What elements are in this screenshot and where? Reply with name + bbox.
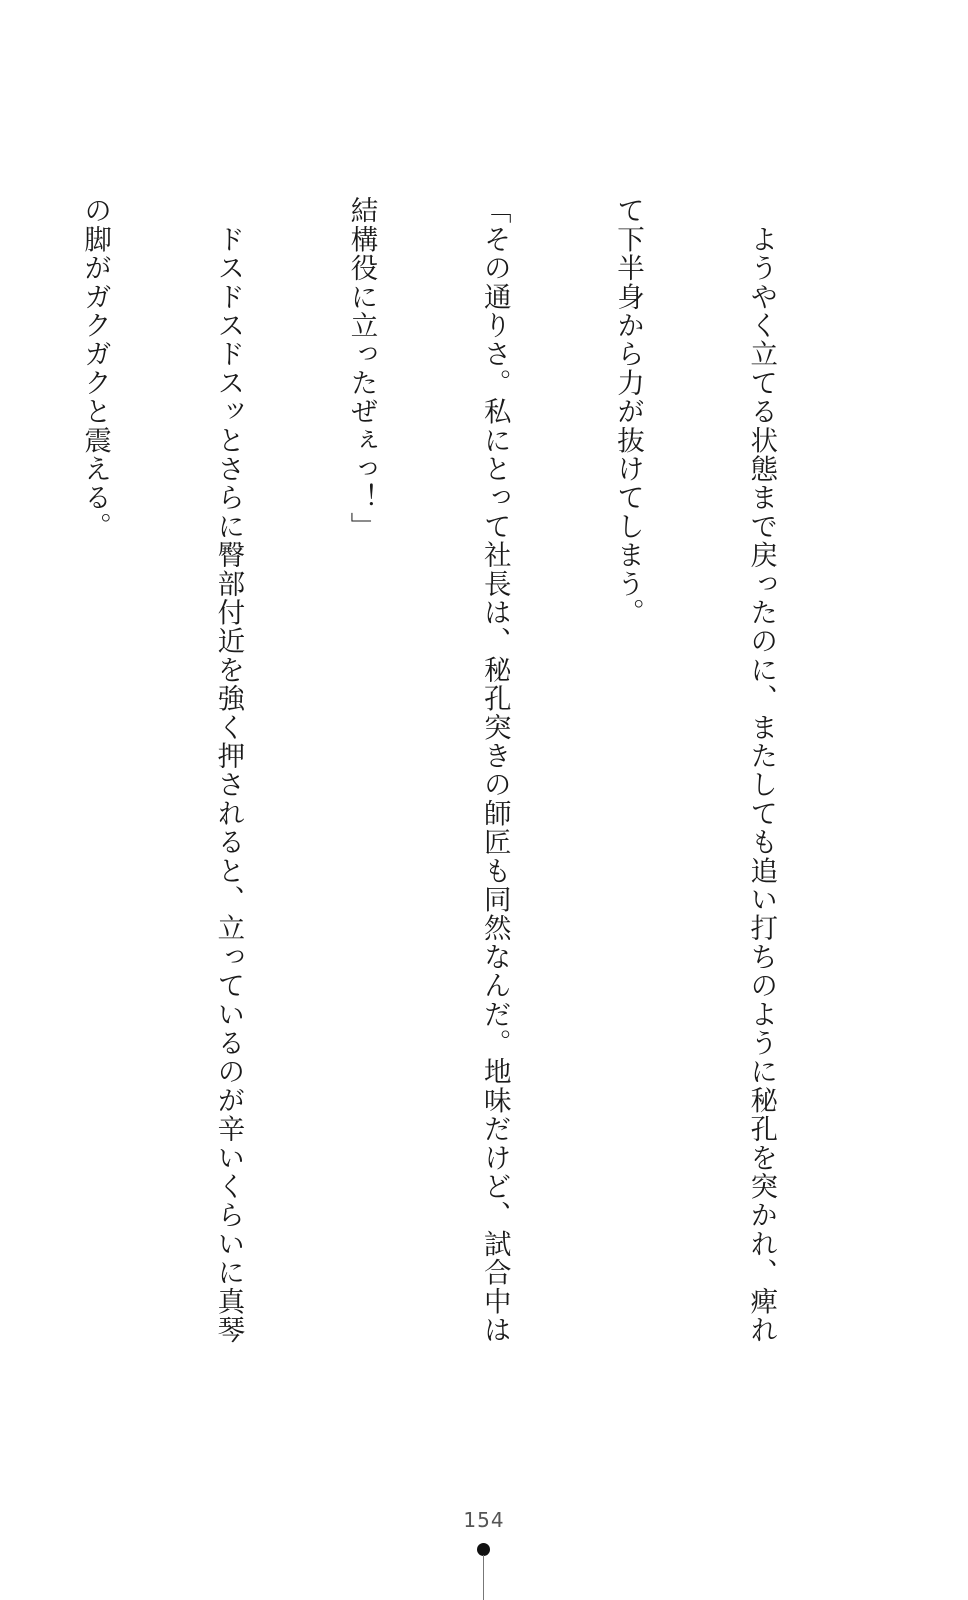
text-line: の脚がガクガクと震える。 (79, 196, 112, 541)
text-line: 「その通りさ。私にとって社長は、秘孔突きの師匠も同然なんだ。地味だけど、試合中は (478, 196, 511, 1344)
text-line: て下半身から力が抜けてしまう。 (611, 196, 644, 627)
text-line: ようやく立てる状態まで戻ったのに、またしても追い打ちのように秘孔を突かれ、痺れ (745, 196, 778, 1344)
page-marker-line (483, 1555, 484, 1600)
body-text (79, 196, 872, 1346)
text-line: 結構役に立ったぜぇっ！」 (345, 196, 378, 541)
page-number: 154 (463, 1508, 505, 1532)
text-line: ドスドスドスッとさらに臀部付近を強く押されると、立っているのが辛いくらいに真琴 (212, 196, 245, 1344)
